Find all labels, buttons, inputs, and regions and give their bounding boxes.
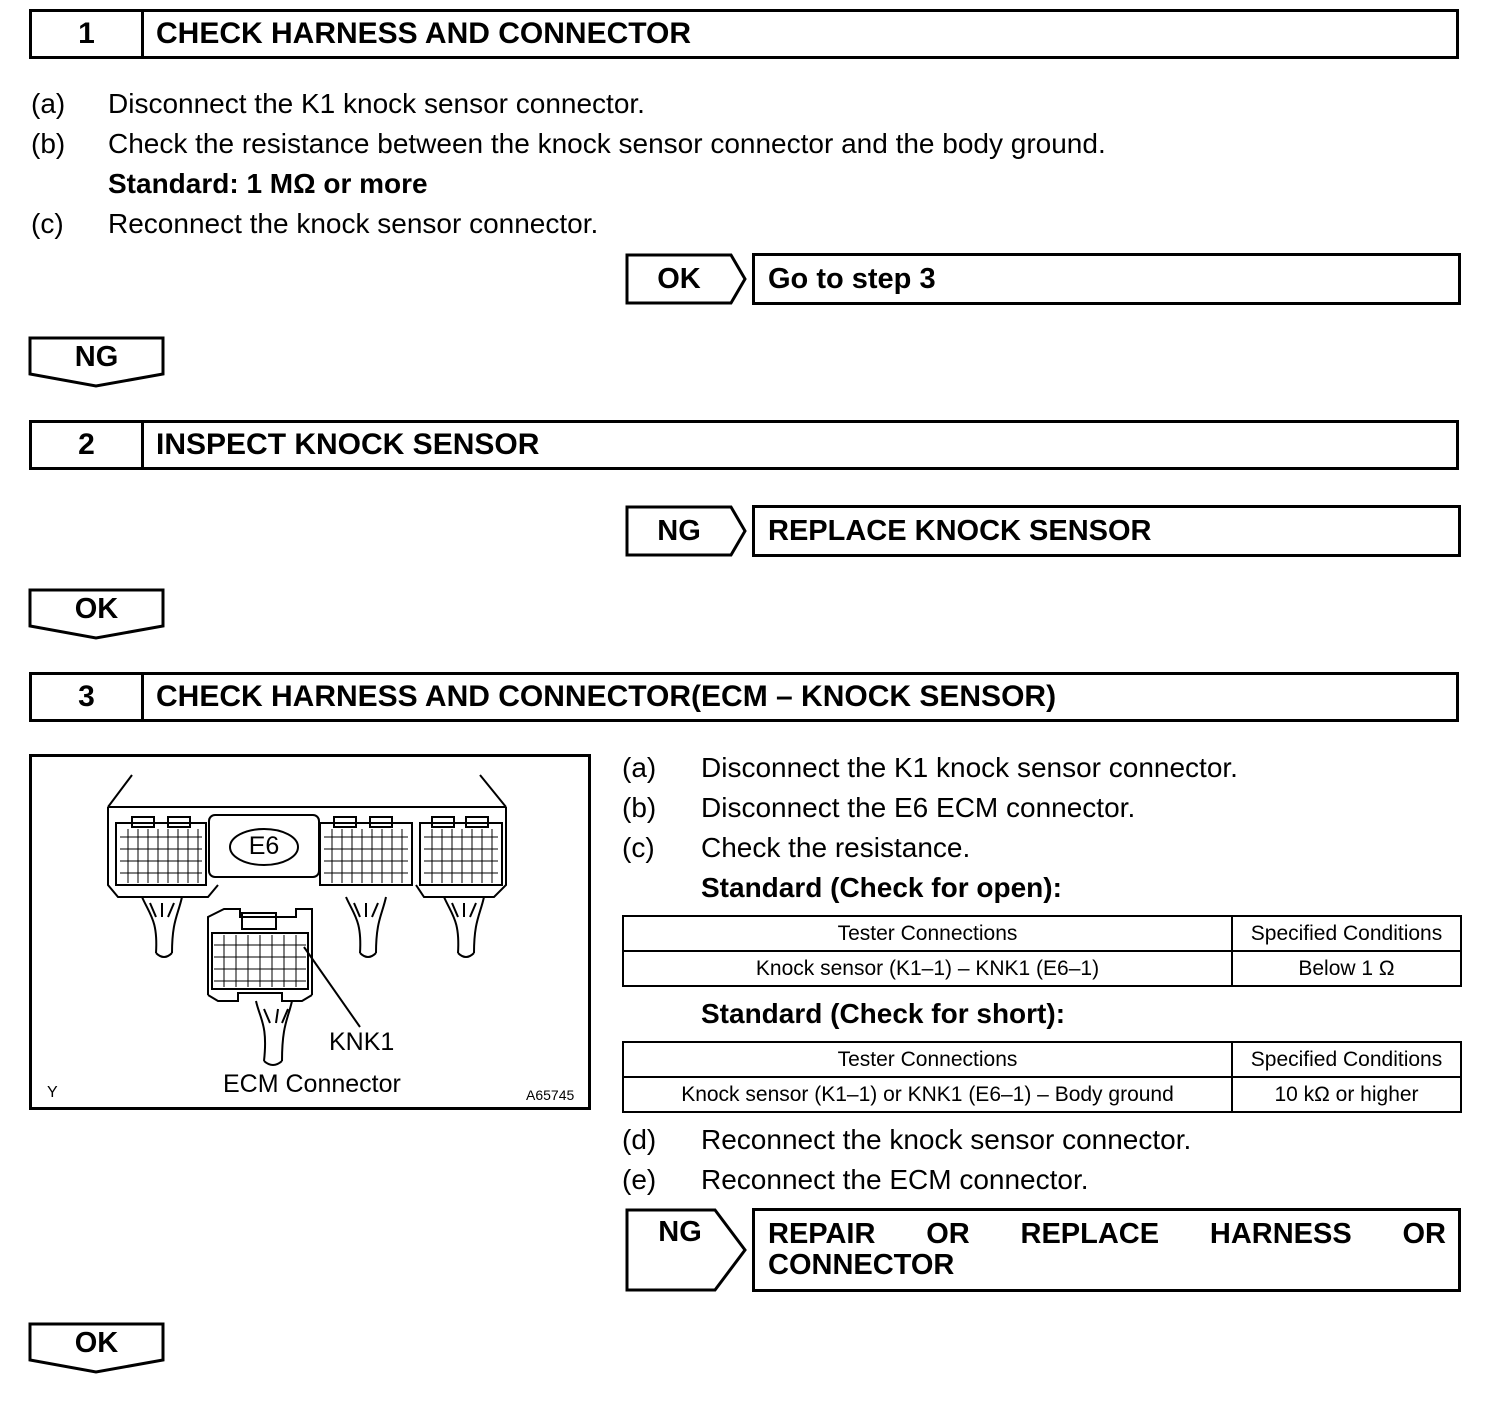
step-number: 1 <box>32 12 144 56</box>
table-cell: Knock sensor (K1–1) or KNK1 (E6–1) – Body ground <box>623 1077 1232 1112</box>
item-text: Disconnect the E6 ECM connector. <box>701 792 1136 823</box>
flow-label: NG <box>74 341 119 373</box>
item-text: Reconnect the knock sensor connector. <box>108 208 599 239</box>
table-header: Specified Conditions <box>1232 916 1461 951</box>
action-word: OR <box>1402 1218 1446 1250</box>
result-action-box: REPLACE KNOCK SENSOR <box>752 505 1461 557</box>
ng-arrow <box>625 1208 747 1292</box>
ok-down-arrow <box>28 588 165 640</box>
item-label: (e) <box>622 1164 657 1195</box>
connector-illustration <box>32 757 591 1110</box>
flow-label: OK <box>74 1327 119 1359</box>
step-title: CHECK HARNESS AND CONNECTOR(ECM – KNOCK SENSOR) <box>156 680 1057 713</box>
table-row <box>623 1077 1461 1112</box>
open-check-table <box>622 915 1462 987</box>
standard-heading: Standard (Check for open): <box>701 872 1062 903</box>
item-text: Disconnect the K1 knock sensor connector. <box>108 88 645 119</box>
figure-code: A65745 <box>526 1087 575 1103</box>
ok-down-arrow <box>28 1322 165 1374</box>
item-label: (b) <box>622 792 657 823</box>
table-header-row <box>623 1042 1461 1077</box>
step-number: 3 <box>32 675 144 719</box>
terminal-label: KNK1 <box>329 1028 395 1056</box>
item-text: Check the resistance between the knock sensor connector and the body ground. <box>108 128 1106 159</box>
item-label: (b) <box>31 128 66 159</box>
table-header-row <box>623 916 1461 951</box>
table-header: Tester Connections <box>623 1042 1232 1077</box>
result-action-box: Go to step 3 <box>752 253 1461 305</box>
ng-arrow <box>625 505 747 557</box>
flow-label: OK <box>74 593 119 625</box>
ng-down-arrow <box>28 336 165 388</box>
short-check-table <box>622 1041 1462 1113</box>
item-label: (d) <box>622 1124 657 1155</box>
table-row <box>623 951 1461 986</box>
connector-id-label: E6 <box>248 832 280 860</box>
item-label: (c) <box>31 208 64 239</box>
result-label: NG <box>658 1216 702 1248</box>
item-text: Check the resistance. <box>701 832 971 863</box>
item-text: Reconnect the ECM connector. <box>701 1164 1089 1195</box>
item-label: (a) <box>622 752 657 783</box>
standard-heading: Standard (Check for short): <box>701 998 1066 1029</box>
step-3-header <box>29 672 1459 722</box>
item-text: Disconnect the K1 knock sensor connector. <box>701 752 1238 783</box>
step-title: INSPECT KNOCK SENSOR <box>156 428 540 461</box>
ecm-connector-figure <box>29 754 591 1110</box>
item-text: Reconnect the knock sensor connector. <box>701 1124 1192 1155</box>
step-2-header <box>29 420 1459 470</box>
action-line-2: CONNECTOR <box>768 1249 955 1281</box>
action-word: HARNESS <box>1209 1218 1352 1250</box>
table-header: Specified Conditions <box>1232 1042 1461 1077</box>
result-label: NG <box>657 514 701 547</box>
action-word: OR <box>926 1218 970 1250</box>
step-1-header <box>29 9 1459 59</box>
step-title: CHECK HARNESS AND CONNECTOR <box>156 17 692 50</box>
item-label: (a) <box>31 88 66 119</box>
ok-arrow <box>625 253 747 305</box>
item-label: (c) <box>622 832 655 863</box>
result-action-box <box>752 1208 1461 1292</box>
action-word: REPAIR <box>768 1218 876 1250</box>
result-label: OK <box>657 262 701 295</box>
action-word: REPLACE <box>1020 1218 1160 1250</box>
action-line-justified <box>768 1219 1446 1250</box>
table-cell: Below 1 Ω <box>1232 951 1461 986</box>
table-cell: Knock sensor (K1–1) – KNK1 (E6–1) <box>623 951 1232 986</box>
table-header: Tester Connections <box>623 916 1232 951</box>
standard-value: Standard: 1 MΩ or more <box>108 168 428 199</box>
step-number: 2 <box>32 423 144 467</box>
figure-caption: ECM Connector <box>223 1070 401 1098</box>
table-cell: 10 kΩ or higher <box>1232 1077 1461 1112</box>
corner-mark: Y <box>47 1084 58 1101</box>
